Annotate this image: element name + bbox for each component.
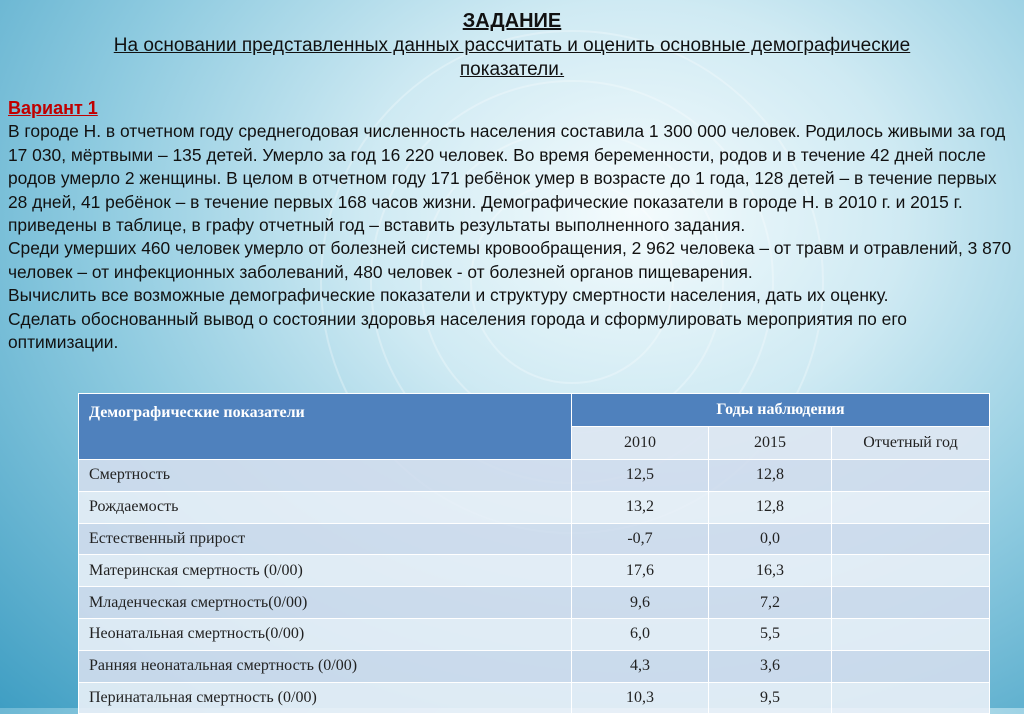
header-year-2010: 2010 <box>572 427 709 460</box>
demographics-table <box>78 393 990 714</box>
value-2015: 5,5 <box>709 618 832 650</box>
value-2010: 12,5 <box>572 460 709 492</box>
row-label: Рождаемость <box>79 491 572 523</box>
value-report[interactable] <box>832 491 990 523</box>
table-row <box>79 491 990 523</box>
task-paragraph: Сделать обоснованный вывод о состоянии здоровья населения города и сформулировать мероприятия по его оптимизации. <box>8 308 907 353</box>
header-year-2015: 2015 <box>709 427 832 460</box>
header-years: Годы наблюдения <box>572 394 990 427</box>
page-title: ЗАДАНИЕ <box>462 10 562 32</box>
table-row <box>79 618 990 650</box>
table-row <box>79 460 990 492</box>
task-paragraph: Среди умерших 460 человек умерло от болезней системы кровообращения, 2 962 человека – от травм и отравлений, 3 870 человек – от инфекционных заболеваний, 480 человек - от болезней органов пищеварения. <box>8 238 1012 282</box>
row-label: Естественный прирост <box>79 523 572 555</box>
table-row <box>79 682 990 714</box>
task-paragraph: В городе Н. в отчетном году среднегодовая численность населения составила 1 300 000 человек. Родилось живыми за год 17 030, мёртвыми – 135 детей. Умерло за год 16 220 человек. Во время беременности, родов и в течение 42 дней после родов умерло 2 женщины. В целом в отчетном году 171 ребёнок умер в возрасте до 1 года, 128 детей – в течение первых 28 дней, 41 ребёнок – в течение первых 168 часов жизни. Демографические показатели в городе Н. в 2010 г. и 2015 г. приведены в таблице, в графу отчетный год – вставить результаты выполненного задания. <box>8 121 1006 236</box>
table-row <box>79 650 990 682</box>
value-2010: 4,3 <box>572 650 709 682</box>
table-row <box>79 523 990 555</box>
value-2015: 7,2 <box>709 587 832 619</box>
row-label: Смертность <box>79 460 572 492</box>
row-label: Материнская смертность (0/00) <box>79 555 572 587</box>
value-2010: 10,3 <box>572 682 709 714</box>
value-report[interactable] <box>832 555 990 587</box>
header-report-year: Отчетный год <box>832 427 990 460</box>
variant-label: Вариант 1 <box>8 98 98 118</box>
value-report[interactable] <box>832 650 990 682</box>
value-2010: 6,0 <box>572 618 709 650</box>
row-label: Ранняя неонатальная смертность (0/00) <box>79 650 572 682</box>
value-report[interactable] <box>832 460 990 492</box>
value-2010: 13,2 <box>572 491 709 523</box>
row-label: Младенческая смертность(0/00) <box>79 587 572 619</box>
header-indicators: Демографические показатели <box>79 394 572 460</box>
page-subtitle: На основании представленных данных рассчитать и оценить основные демографические показатели. <box>113 35 911 80</box>
table-row <box>79 587 990 619</box>
row-label: Перинатальная смертность (0/00) <box>79 682 572 714</box>
value-report[interactable] <box>832 523 990 555</box>
value-report[interactable] <box>832 587 990 619</box>
value-2015: 12,8 <box>709 491 832 523</box>
value-2015: 16,3 <box>709 555 832 587</box>
table-row <box>79 555 990 587</box>
value-report[interactable] <box>832 682 990 714</box>
value-2010: -0,7 <box>572 523 709 555</box>
value-2010: 17,6 <box>572 555 709 587</box>
value-2015: 3,6 <box>709 650 832 682</box>
task-text <box>8 97 1016 354</box>
value-2015: 12,8 <box>709 460 832 492</box>
value-report[interactable] <box>832 618 990 650</box>
value-2015: 0,0 <box>709 523 832 555</box>
value-2015: 9,5 <box>709 682 832 714</box>
heading <box>0 8 1024 82</box>
value-2010: 9,6 <box>572 587 709 619</box>
row-label: Неонатальная смертность(0/00) <box>79 618 572 650</box>
task-paragraph: Вычислить все возможные демографические показатели и структуру смертности населения, дать их оценку. <box>8 285 889 306</box>
